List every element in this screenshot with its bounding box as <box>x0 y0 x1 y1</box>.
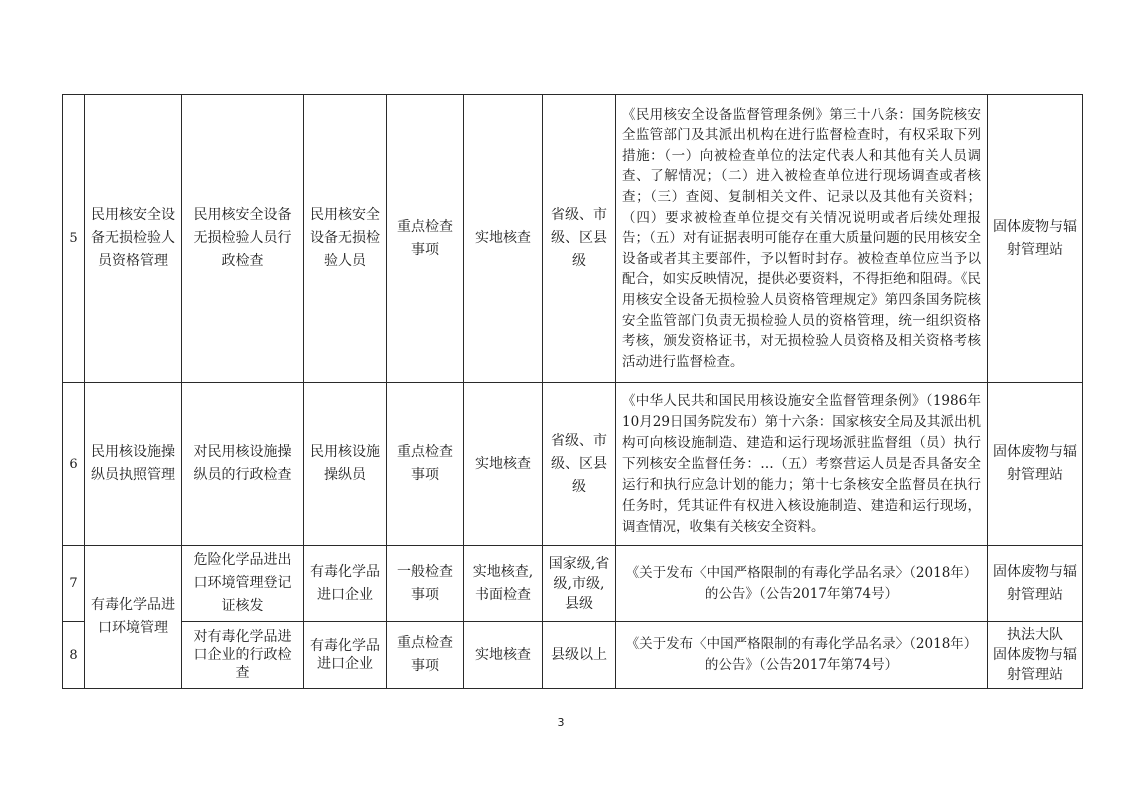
sub-item-name: 危险化学品进出口环境管理登记证核发 <box>182 546 304 622</box>
table-row <box>63 95 1083 383</box>
check-level: 省级、市级、区县级 <box>543 383 616 546</box>
sub-item-name: 民用核安全设备无损检验人员行政检查 <box>182 95 304 383</box>
legal-basis: 《关于发布〈中国严格限制的有毒化学品名录〉（2018年）的公告》（公告2017年第74号） <box>616 622 988 689</box>
sub-item-name: 对有毒化学品进口企业的行政检查 <box>182 622 304 689</box>
row-index: 8 <box>63 622 85 689</box>
page-number: 3 <box>557 716 565 729</box>
department-line: 固体废物与辐射管理站 <box>993 647 1077 683</box>
check-method: 实地核查 <box>464 383 543 546</box>
check-object: 民用核设施操纵员 <box>304 383 387 546</box>
check-object: 有毒化学品进口企业 <box>304 546 387 622</box>
check-method: 实地核查 <box>464 622 543 689</box>
check-type: 重点检查事项 <box>387 95 464 383</box>
row-index: 5 <box>63 95 85 383</box>
department-line: 执法大队 <box>1007 627 1063 643</box>
legal-basis: 《中华人民共和国民用核设施安全监督管理条例》（1986年10月29日国务院发布）第十六条：国家核安全局及其派出机构可向核设施制造、建造和运行现场派驻监督组（员）执行下列核安全监督任务：…（五）考察营运人员是否具备安全运行和执行应急计划的能力；第十七条核安全监督员在执行任务时，凭其证件有权进入核设施制造、建造和运行现场，调查情况，收集有关核安全资料。 <box>616 383 988 546</box>
check-method: 实地核查,书面检查 <box>464 546 543 622</box>
check-type: 一般检查事项 <box>387 546 464 622</box>
check-level: 省级、市级、区县级 <box>543 95 616 383</box>
check-type: 重点检查事项 <box>387 383 464 546</box>
item-name: 有毒化学品进口环境管理 <box>85 546 182 689</box>
table-row <box>63 622 1083 689</box>
legal-basis: 《关于发布〈中国严格限制的有毒化学品名录〉（2018年）的公告》（公告2017年第74号） <box>616 546 988 622</box>
table-row <box>63 546 1083 622</box>
responsible-department <box>988 622 1083 689</box>
row-index: 6 <box>63 383 85 546</box>
check-object: 民用核安全设备无损检验人员 <box>304 95 387 383</box>
inspection-items-table <box>62 94 1083 689</box>
table-row <box>63 383 1083 546</box>
sub-item-name: 对民用核设施操纵员的行政检查 <box>182 383 304 546</box>
legal-basis: 《民用核安全设备监督管理条例》第三十八条：国务院核安全监管部门及其派出机构在进行监督检查时，有权采取下列措施：（一）向被检查单位的法定代表人和其他有关人员调查、了解情况；（二）进入被检查单位进行现场调查或者核查；（三）查阅、复制相关文件、记录以及其他有关资料；（四）要求被检查单位提交有关情况说明或者后续处理报告；（五）对有证据表明可能存在重大质量问题的民用核安全设备或者其主要部件，予以暂时封存。被检查单位应当予以配合，如实反映情况，提供必要资料，不得拒绝和阻碍。《民用核安全设备无损检验人员资格管理规定》第四条国务院核安全监管部门负责无损检验人员的资格管理，统一组织资格考核，颁发资格证书，对无损检验人员资格及相关资格考核活动进行监督检查。 <box>616 95 988 383</box>
row-index: 7 <box>63 546 85 622</box>
item-name: 民用核安全设备无损检验人员资格管理 <box>85 95 182 383</box>
check-level: 国家级,省级,市级,县级 <box>543 546 616 622</box>
check-level: 县级以上 <box>543 622 616 689</box>
responsible-department: 固体废物与辐射管理站 <box>988 546 1083 622</box>
item-name: 民用核设施操纵员执照管理 <box>85 383 182 546</box>
check-method: 实地核查 <box>464 95 543 383</box>
responsible-department: 固体废物与辐射管理站 <box>988 95 1083 383</box>
check-object: 有毒化学品进口企业 <box>304 622 387 689</box>
responsible-department: 固体废物与辐射管理站 <box>988 383 1083 546</box>
check-type: 重点检查事项 <box>387 622 464 689</box>
